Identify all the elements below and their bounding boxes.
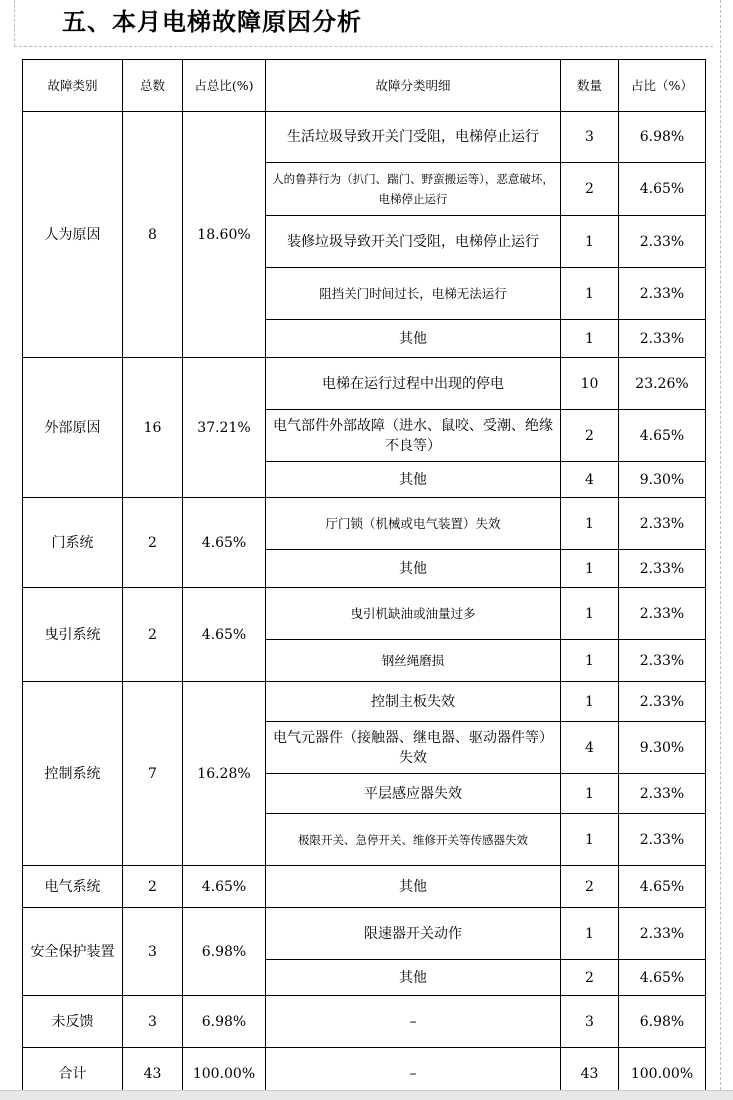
pct-cell: 2.33% bbox=[619, 550, 706, 588]
detail-cell: 电气元器件（接触器、继电器、驱动器件等）失效 bbox=[266, 722, 561, 774]
count-cell: 4 bbox=[561, 722, 619, 774]
detail-cell: 其他 bbox=[266, 462, 561, 498]
detail-cell: 厅门锁（机械或电气装置）失效 bbox=[266, 498, 561, 550]
detail-cell: 其他 bbox=[266, 960, 561, 996]
table-row bbox=[23, 498, 706, 550]
count-cell: 1 bbox=[561, 588, 619, 640]
pct-cell: 9.30% bbox=[619, 462, 706, 498]
pct-cell: 6.98% bbox=[619, 112, 706, 163]
table-row bbox=[23, 112, 706, 163]
share-cell: 6.98% bbox=[183, 908, 266, 996]
count-cell: 1 bbox=[561, 908, 619, 960]
total-cell: 16 bbox=[123, 358, 183, 498]
detail-cell: 电梯在运行过程中出现的停电 bbox=[266, 358, 561, 410]
count-cell: 43 bbox=[561, 1048, 619, 1100]
total-cell: 3 bbox=[123, 996, 183, 1048]
count-cell: 1 bbox=[561, 640, 619, 682]
table-row bbox=[23, 358, 706, 410]
detail-cell: 钢丝绳磨损 bbox=[266, 640, 561, 682]
pct-cell: 4.65% bbox=[619, 866, 706, 908]
pct-cell: 2.33% bbox=[619, 682, 706, 722]
pct-cell: 4.65% bbox=[619, 410, 706, 462]
table-row bbox=[23, 996, 706, 1048]
table-row bbox=[23, 682, 706, 722]
header-share: 占总比(%) bbox=[183, 60, 266, 112]
detail-cell: 平层感应器失效 bbox=[266, 774, 561, 814]
detail-cell: 装修垃圾导致开关门受阻，电梯停止运行 bbox=[266, 216, 561, 268]
detail-cell: 极限开关、急停开关、维修开关等传感器失效 bbox=[266, 814, 561, 866]
pct-cell: 2.33% bbox=[619, 320, 706, 358]
category-cell: 安全保护装置 bbox=[23, 908, 123, 996]
pct-cell: 6.98% bbox=[619, 996, 706, 1048]
total-cell: 3 bbox=[123, 908, 183, 996]
pct-cell: 2.33% bbox=[619, 908, 706, 960]
total-cell: 43 bbox=[123, 1048, 183, 1100]
pct-cell: 4.65% bbox=[619, 163, 706, 216]
share-cell: 37.21% bbox=[183, 358, 266, 498]
count-cell: 1 bbox=[561, 814, 619, 866]
share-cell: 4.65% bbox=[183, 498, 266, 588]
detail-cell: 生活垃圾导致开关门受阻，电梯停止运行 bbox=[266, 112, 561, 163]
pct-cell: 2.33% bbox=[619, 268, 706, 320]
detail-cell: 阻挡关门时间过长，电梯无法运行 bbox=[266, 268, 561, 320]
pct-cell: 100.00% bbox=[619, 1048, 706, 1100]
category-cell: 控制系统 bbox=[23, 682, 123, 866]
total-cell: 2 bbox=[123, 588, 183, 682]
detail-cell: 限速器开关动作 bbox=[266, 908, 561, 960]
total-cell: 2 bbox=[123, 498, 183, 588]
category-cell: 外部原因 bbox=[23, 358, 123, 498]
detail-cell: 其他 bbox=[266, 320, 561, 358]
pct-cell: 2.33% bbox=[619, 774, 706, 814]
count-cell: 1 bbox=[561, 216, 619, 268]
pct-cell: 2.33% bbox=[619, 588, 706, 640]
pct-cell: 2.33% bbox=[619, 640, 706, 682]
category-cell: 人为原因 bbox=[23, 112, 123, 358]
count-cell: 4 bbox=[561, 462, 619, 498]
header-detail: 故障分类明细 bbox=[266, 60, 561, 112]
count-cell: 10 bbox=[561, 358, 619, 410]
count-cell: 2 bbox=[561, 163, 619, 216]
pct-cell: 23.26% bbox=[619, 358, 706, 410]
table-row bbox=[23, 908, 706, 960]
category-cell: 电气系统 bbox=[23, 866, 123, 908]
count-cell: 1 bbox=[561, 268, 619, 320]
detail-cell: – bbox=[266, 1048, 561, 1100]
detail-cell: – bbox=[266, 996, 561, 1048]
count-cell: 3 bbox=[561, 112, 619, 163]
detail-cell: 其他 bbox=[266, 866, 561, 908]
header-total: 总数 bbox=[123, 60, 183, 112]
count-cell: 1 bbox=[561, 320, 619, 358]
header-count: 数量 bbox=[561, 60, 619, 112]
count-cell: 2 bbox=[561, 960, 619, 996]
detail-cell: 曳引机缺油或油量过多 bbox=[266, 588, 561, 640]
detail-cell: 电气部件外部故障（进水、鼠咬、受潮、绝缘不良等） bbox=[266, 410, 561, 462]
count-cell: 1 bbox=[561, 498, 619, 550]
page-title: 五、本月电梯故障原因分析 bbox=[62, 8, 362, 36]
count-cell: 1 bbox=[561, 682, 619, 722]
pct-cell: 4.65% bbox=[619, 960, 706, 996]
category-cell: 曳引系统 bbox=[23, 588, 123, 682]
pct-cell: 9.30% bbox=[619, 722, 706, 774]
category-cell: 未反馈 bbox=[23, 996, 123, 1048]
share-cell: 6.98% bbox=[183, 996, 266, 1048]
total-cell: 7 bbox=[123, 682, 183, 866]
pct-cell: 2.33% bbox=[619, 814, 706, 866]
detail-cell: 人的鲁莽行为（扒门、踹门、野蛮搬运等），恶意破坏，电梯停止运行 bbox=[266, 163, 561, 216]
category-cell: 合计 bbox=[23, 1048, 123, 1100]
header-pct: 占比（%） bbox=[619, 60, 706, 112]
detail-cell: 控制主板失效 bbox=[266, 682, 561, 722]
fault-analysis-table bbox=[22, 59, 706, 1100]
pct-cell: 2.33% bbox=[619, 216, 706, 268]
share-cell: 4.65% bbox=[183, 866, 266, 908]
table-header-row bbox=[23, 60, 706, 112]
total-cell: 8 bbox=[123, 112, 183, 358]
share-cell: 16.28% bbox=[183, 682, 266, 866]
detail-cell: 其他 bbox=[266, 550, 561, 588]
count-cell: 1 bbox=[561, 774, 619, 814]
table-row bbox=[23, 588, 706, 640]
total-cell: 2 bbox=[123, 866, 183, 908]
horizontal-scrollbar[interactable] bbox=[0, 1090, 733, 1100]
share-cell: 100.00% bbox=[183, 1048, 266, 1100]
table-row bbox=[23, 866, 706, 908]
share-cell: 18.60% bbox=[183, 112, 266, 358]
header-category: 故障类别 bbox=[23, 60, 123, 112]
category-cell: 门系统 bbox=[23, 498, 123, 588]
pct-cell: 2.33% bbox=[619, 498, 706, 550]
count-cell: 3 bbox=[561, 996, 619, 1048]
share-cell: 4.65% bbox=[183, 588, 266, 682]
count-cell: 2 bbox=[561, 410, 619, 462]
count-cell: 2 bbox=[561, 866, 619, 908]
count-cell: 1 bbox=[561, 550, 619, 588]
